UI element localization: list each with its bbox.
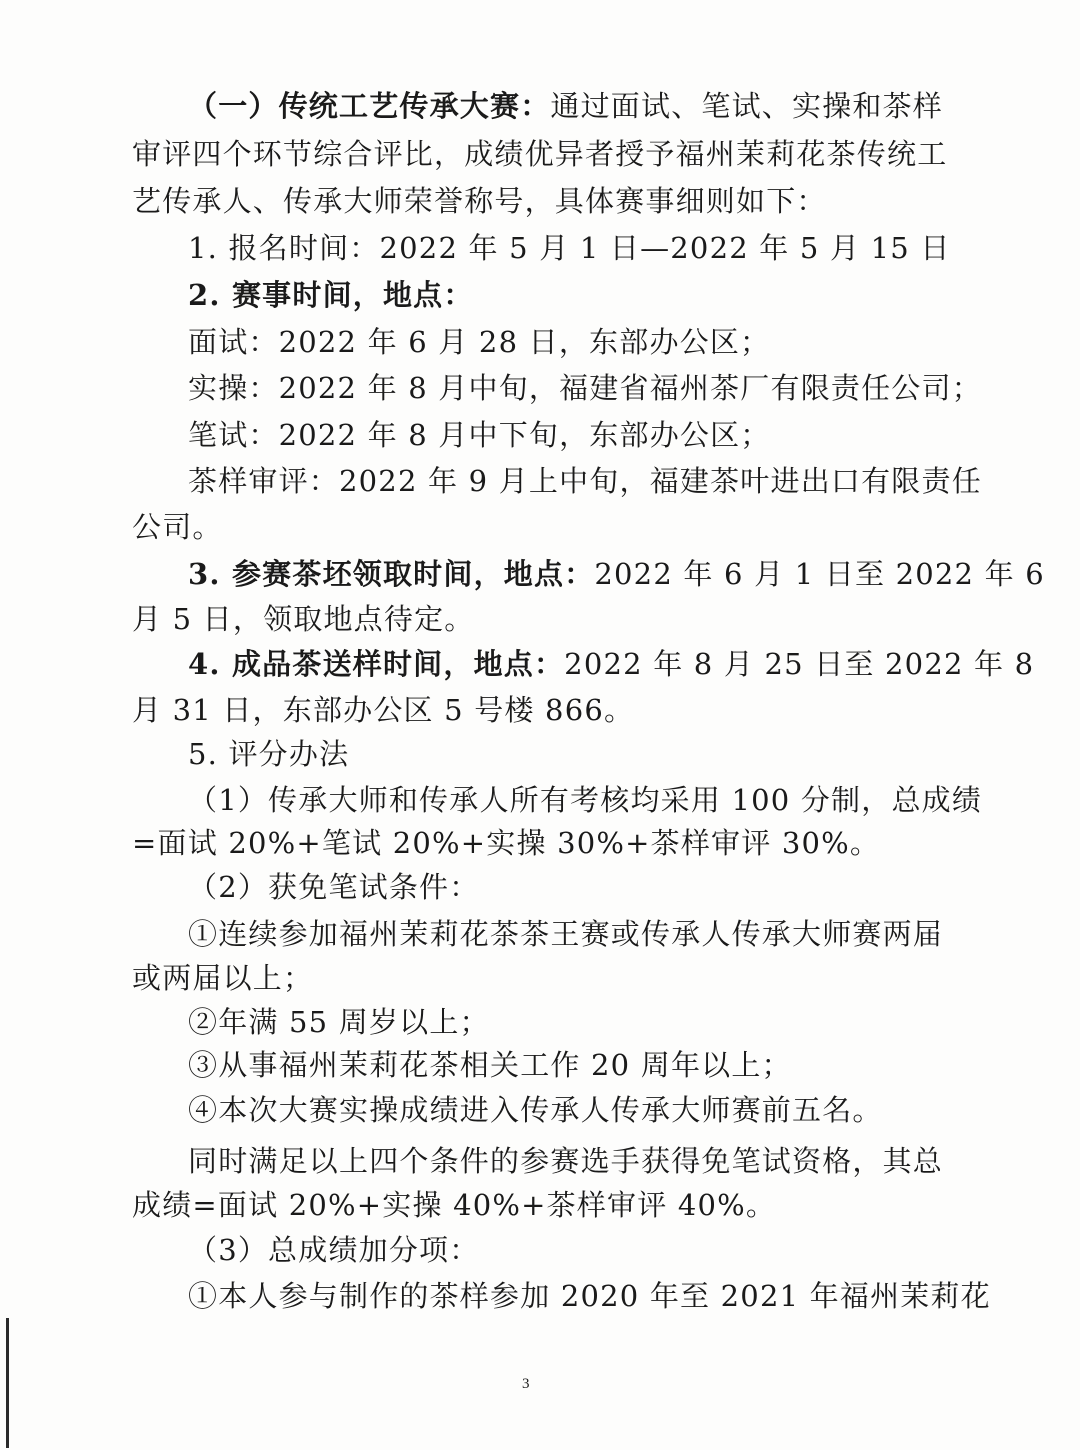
exempt-line-2: 成绩=面试 20%+实操 40%+茶样审评 40%。 <box>132 1188 777 1222</box>
written-line: 笔试：2022 年 8 月中下旬，东部办公区； <box>188 418 771 452</box>
heading-label: （一）传统工艺传承大赛： <box>188 89 551 123</box>
item3-text: 2022 年 6 月 1 日至 2022 年 6 <box>594 557 1045 591</box>
exempt-line-1: 同时满足以上四个条件的参赛选手获得免笔试资格，其总 <box>188 1144 944 1178</box>
condition-4: ④本次大赛实操成绩进入传承人传承大师赛前五名。 <box>188 1093 883 1127</box>
registration-time: 1. 报名时间：2022 年 5 月 1 日—2022 年 5 月 15 日 <box>188 231 951 265</box>
page-number: 3 <box>522 1376 530 1392</box>
heading-line-2: 审评四个环节综合评比，成绩优异者授予福州茉莉花茶传统工 <box>132 137 948 171</box>
event-time-place: 2. 赛事时间，地点： <box>188 278 474 312</box>
scan-edge-mark <box>6 1318 9 1448</box>
bonus-1-line: ①本人参与制作的茶样参加 2020 年至 2021 年福州茉莉花 <box>188 1279 991 1313</box>
item4-line-2: 月 31 日，东部办公区 5 号楼 866。 <box>132 693 635 727</box>
score3-heading: （3）总成绩加分项： <box>188 1233 480 1267</box>
condition-1-line-2: 或两届以上； <box>132 961 314 995</box>
item4-text: 2022 年 8 月 25 日至 2022 年 8 <box>564 647 1035 681</box>
score2-heading: （2）获免笔试条件： <box>188 870 480 904</box>
interview-line: 面试：2022 年 6 月 28 日，东部办公区； <box>188 325 771 359</box>
heading-line-3: 艺传承人、传承大师荣誉称号，具体赛事细则如下： <box>132 184 827 218</box>
score1-line-2: =面试 20%+笔试 20%+实操 30%+茶样审评 30%。 <box>132 826 881 860</box>
scoring-heading: 5. 评分办法 <box>188 737 350 771</box>
score1-line-1: （1）传承大师和传承人所有考核均采用 100 分制，总成绩 <box>188 783 983 817</box>
item3-line-2: 月 5 日，领取地点待定。 <box>132 602 475 636</box>
practice-line: 实操：2022 年 8 月中旬，福建省福州茶厂有限责任公司； <box>188 371 982 405</box>
heading-line-1 <box>188 86 943 126</box>
condition-2: ②年满 55 周岁以上； <box>188 1005 490 1039</box>
condition-3: ③从事福州茉莉花茶相关工作 20 周年以上； <box>188 1048 792 1082</box>
item4-label: 4. 成品茶送样时间，地点： <box>188 647 565 681</box>
tasting-line-1: 茶样审评：2022 年 9 月上中旬，福建茶叶进出口有限责任 <box>188 464 982 498</box>
heading-text: 通过面试、笔试、实操和茶样 <box>550 89 944 123</box>
item3-line-1 <box>188 554 1045 594</box>
item3-label: 3. 参赛茶坯领取时间，地点： <box>188 557 595 591</box>
condition-1-line-1: ①连续参加福州茉莉花茶茶王赛或传承人传承大师赛两届 <box>188 917 944 951</box>
tasting-line-2: 公司。 <box>132 510 223 544</box>
item4-line-1 <box>188 644 1034 684</box>
